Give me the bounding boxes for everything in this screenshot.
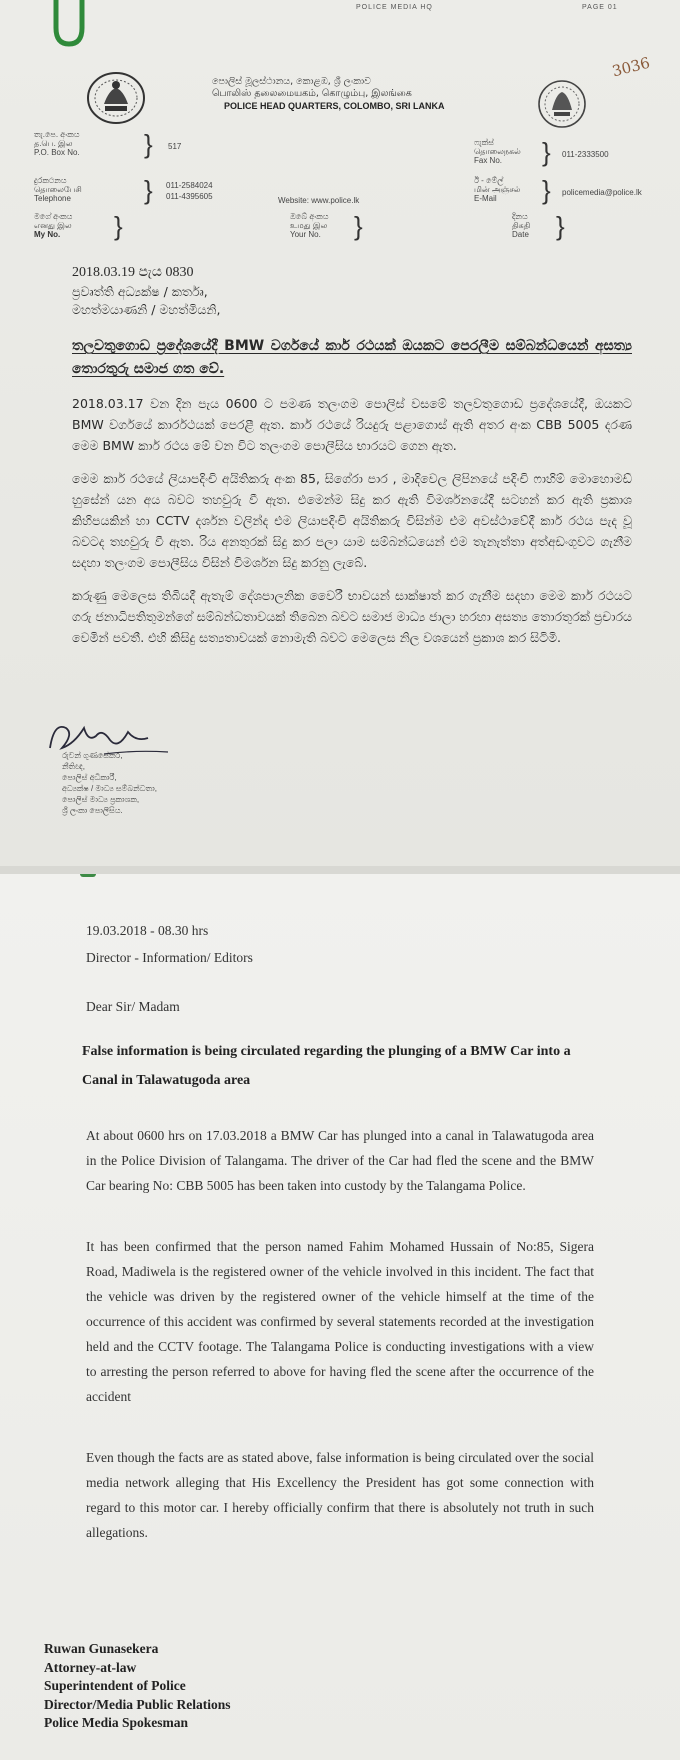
fax-header — [0, 0, 680, 14]
english-letter-body — [82, 918, 594, 1545]
sinhala-paragraph-3: කරුණු මෙලෙස තිබියදී ඇතැම් දේශපාලනික වෛරී භාවයන් සාක්ෂාත් කර ගැනීම සදහා මෙම කාර් රථයට ගරු ජනාධිපතිතුමන්ගේ සම්බන්ධතාවයක් තිබෙන බවට සමාජ මාධ්‍ය ජාලා හරහා අසත්‍ය තොරතුරක් ප්‍රචාරය වෙමින් පවතී. එහි කිසිදු සත්‍යතාවයක් නොමැති බවට මෙලෙස නිල වශයෙන් ප්‍රකාශ කර සිටිමි. — [72, 588, 632, 645]
your-no-label-en: Your No. — [290, 230, 321, 239]
email-label-en: E-Mail — [474, 194, 497, 203]
sinhala-signature-block — [62, 750, 302, 816]
telephone-1: 011-2584024 — [166, 181, 213, 190]
sinhala-paragraph-2: මෙම කාර් රථයේ ලියාපදිංචි අයිතිකරු අංක 85, සිගේරා පාර , මාදිවෙල ලිපිනයේ පදිංචි ෆාහිම් මොහොමඩ් හුසේන් යන අය බවට තහවුරු වී ඇත. එමෙන්ම සිදු කර ඇති විමර්ශනයේදී සටහන් කර ඇති ප්‍රකාශ කිහිපයකින් හා CCTV දර්ශන වලින්ද එම ලියාපදිංචි අයිතිකරු විසින්ම එම අවස්ථාවේදී කාර් රථය පැද වූ බවටද තහවුරු වී ඇත. රිය අනතුරක් සිදු කර පලා යාම සම්බන්ධයෙන් එම තැනැත්තා අත්අඩංගුවට ගැනීම සදහා තලංගම පොලීසිය විසින් විමර්ශන සිදු කරනු ලැබේ. — [72, 471, 632, 570]
english-sig-line: Police Media Spokesman — [44, 1715, 188, 1730]
sinhala-letter-page — [0, 0, 680, 868]
english-subject-line-1: False information is being circulated regarding the plunging of a BMW Car into a — [82, 1044, 571, 1059]
sinhala-sig-line: අධ්‍යක්ෂ / මාධ්‍ය සම්බන්ධතා, — [62, 784, 157, 793]
email-field — [474, 176, 674, 216]
po-box-brace: } — [144, 129, 153, 159]
date-label-ta: திகதி — [512, 221, 531, 230]
english-paragraph-1: At about 0600 hrs on 17.03.2018 a BMW Car has plunged into a canal in Talawatugoda area in the Police Division of Talangama. The driver of the Car had fled the scene and the BMW Car bearing No: CBB 5005 has been taken into custody by the Talangama Police. — [86, 1128, 594, 1193]
green-hole-punch-mark — [52, 0, 86, 48]
english-sig-line: Attorney-at-law — [44, 1659, 137, 1675]
green-corner-mark — [80, 874, 96, 877]
my-no-field — [34, 212, 164, 252]
po-box-label-si: තැ.පෙ. අංකය — [34, 130, 80, 139]
police-crest-icon — [536, 76, 588, 132]
my-no-brace: } — [114, 211, 123, 241]
english-signature-block — [44, 1640, 364, 1733]
english-subject — [82, 1039, 602, 1093]
my-no-label-ta: எனது இல — [34, 221, 72, 230]
email-label-ta: மின் அஞ்சல் — [474, 185, 521, 194]
english-letter-page — [0, 874, 680, 1760]
po-box-label-en: P.O. Box No. — [34, 148, 80, 157]
fax-label-si: ෆැක්ස් — [474, 138, 494, 147]
telephone-brace: } — [144, 175, 153, 205]
fax-page-number: PAGE 01 — [582, 4, 618, 11]
fax-field — [474, 138, 664, 178]
date-line: 2018.03.19 පැය 0830 — [72, 265, 194, 280]
sinhala-sig-line: රුවන් ගුණසේකර, — [62, 751, 123, 760]
email-brace: } — [542, 175, 551, 205]
english-sig-name: Ruwan Gunasekera — [44, 1641, 159, 1656]
date-label-si: දිනය — [512, 212, 528, 221]
po-box-label-ta: த.பெ. இல — [34, 139, 73, 148]
sinhala-letter-body — [72, 262, 632, 648]
my-no-label-si: මගේ අංකය — [34, 212, 73, 221]
to-line-1: ප්‍රවෘත්ති අධ්‍යක්ෂ / කර්තෘ, — [72, 284, 208, 299]
sinhala-paragraph-1: 2018.03.17 වන දින පැය 0600 ට පමණ තලංගම පොලිස් වසමේ තලවතුගොඩ ප්‍රදේශයේදී, ඔයකට BMW වර්ගයේ කාර්රථයක් පෙරළී ඇත. කාර් රථයේ රියදුරු පළාගොස් ඇති අතර අංක CBB 5005 දරණ මෙම BMW කාර් රථය මේ වන විට තලංගම පොලීසිය භාරයට ගෙන ඇත. — [72, 396, 632, 453]
english-subject-line-2: Canal in Talawatugoda area — [82, 1073, 251, 1088]
subject-sinhala: තලවතුගොඩ ප්‍රදේශයේදී BMW වර්ගයේ කාර් රථයක් ඔයකට පෙරලීම සම්බන්ධයෙන් අසත්‍ය තොරතුරු සමාජ ගත වේ. — [72, 338, 632, 377]
fax-header-text: POLICE MEDIA HQ — [356, 4, 433, 11]
telephone-label-ta: தொலைபேசி — [34, 185, 82, 194]
english-sig-line: Superintendent of Police — [44, 1678, 186, 1693]
date-field — [512, 212, 622, 252]
sinhala-sig-line: පොලිස් මාධ්‍ය ප්‍රකාශක, — [62, 795, 140, 804]
your-no-field — [290, 212, 400, 252]
english-to-line: Director - Information/ Editors — [86, 950, 253, 965]
english-paragraph-3: Even though the facts are as stated above, false information is being circulated over the social media network alleging that His Excellency the President has got some connection with regard to this motor car. I hereby officially confirm that there is absolutely not truth in such allegations. — [86, 1450, 594, 1540]
po-box-field — [34, 130, 204, 170]
org-name-english: POLICE HEAD QUARTERS, COLOMBO, SRI LANKA — [224, 101, 445, 111]
your-no-label-ta: உமது இல — [290, 221, 328, 230]
english-salutation: Dear Sir/ Madam — [86, 999, 180, 1014]
fax-label-ta: தொலைநகல் — [474, 147, 521, 156]
your-no-brace: } — [354, 211, 363, 241]
date-brace: } — [556, 211, 565, 241]
telephone-field — [34, 176, 254, 216]
english-date-line: 19.03.2018 - 08.30 hrs — [86, 923, 209, 938]
telephone-label-si: දුරකථනය — [34, 176, 67, 185]
fax-brace: } — [542, 137, 551, 167]
fax-value: 011-2333500 — [562, 150, 609, 159]
email-value: policemedia@police.lk — [562, 188, 642, 197]
english-paragraph-2: It has been confirmed that the person named Fahim Mohamed Hussain of No:85, Sigera Road, Madiwela is the registered owner of the vehicle involved in this incident. The fact that the vehicle was driven by the registered owner of the vehicle himself at the time of the occurrence of this accident was confirmed by several statements recorded at the investigation held and the CCTV footage. The Talangama Police is conducting investigations with a view to arresting the person referred to above for having fled the scene after the occurrence of the accident — [86, 1239, 594, 1404]
fax-label-en: Fax No. — [474, 156, 503, 165]
email-label-si: ඊ - මේල් — [474, 176, 504, 185]
website-text: Website: www.police.lk — [278, 196, 360, 205]
sinhala-sig-line: ශ්‍රී ලංකා පොලීසිය. — [62, 806, 123, 815]
my-no-label-en: My No. — [34, 230, 61, 239]
org-name-sinhala: පොලිස් මූලස්ථානය, කොළඹ, ශ්‍රී ලංකාව — [212, 76, 371, 87]
date-label-en: Date — [512, 230, 529, 239]
org-name-tamil: பொலிஸ் தலைமையகம், கொழும்பு, இலங்கை — [212, 88, 412, 99]
to-line-2: මහත්මයාණනි / මහත්මියනි, — [72, 302, 221, 317]
sinhala-sig-line: පොලිස් අධිකාරී, — [62, 773, 117, 782]
sri-lanka-emblem-icon — [85, 68, 147, 126]
sinhala-sig-line: නීතිඥ, — [62, 762, 85, 771]
handwritten-reference: 3036 — [610, 53, 652, 81]
english-sig-line: Director/Media Public Relations — [44, 1696, 231, 1712]
po-box-value: 517 — [168, 142, 182, 151]
telephone-label-en: Telephone — [34, 194, 71, 203]
telephone-2: 011-4395605 — [166, 192, 213, 201]
your-no-label-si: ඔබේ අංකය — [290, 212, 329, 221]
